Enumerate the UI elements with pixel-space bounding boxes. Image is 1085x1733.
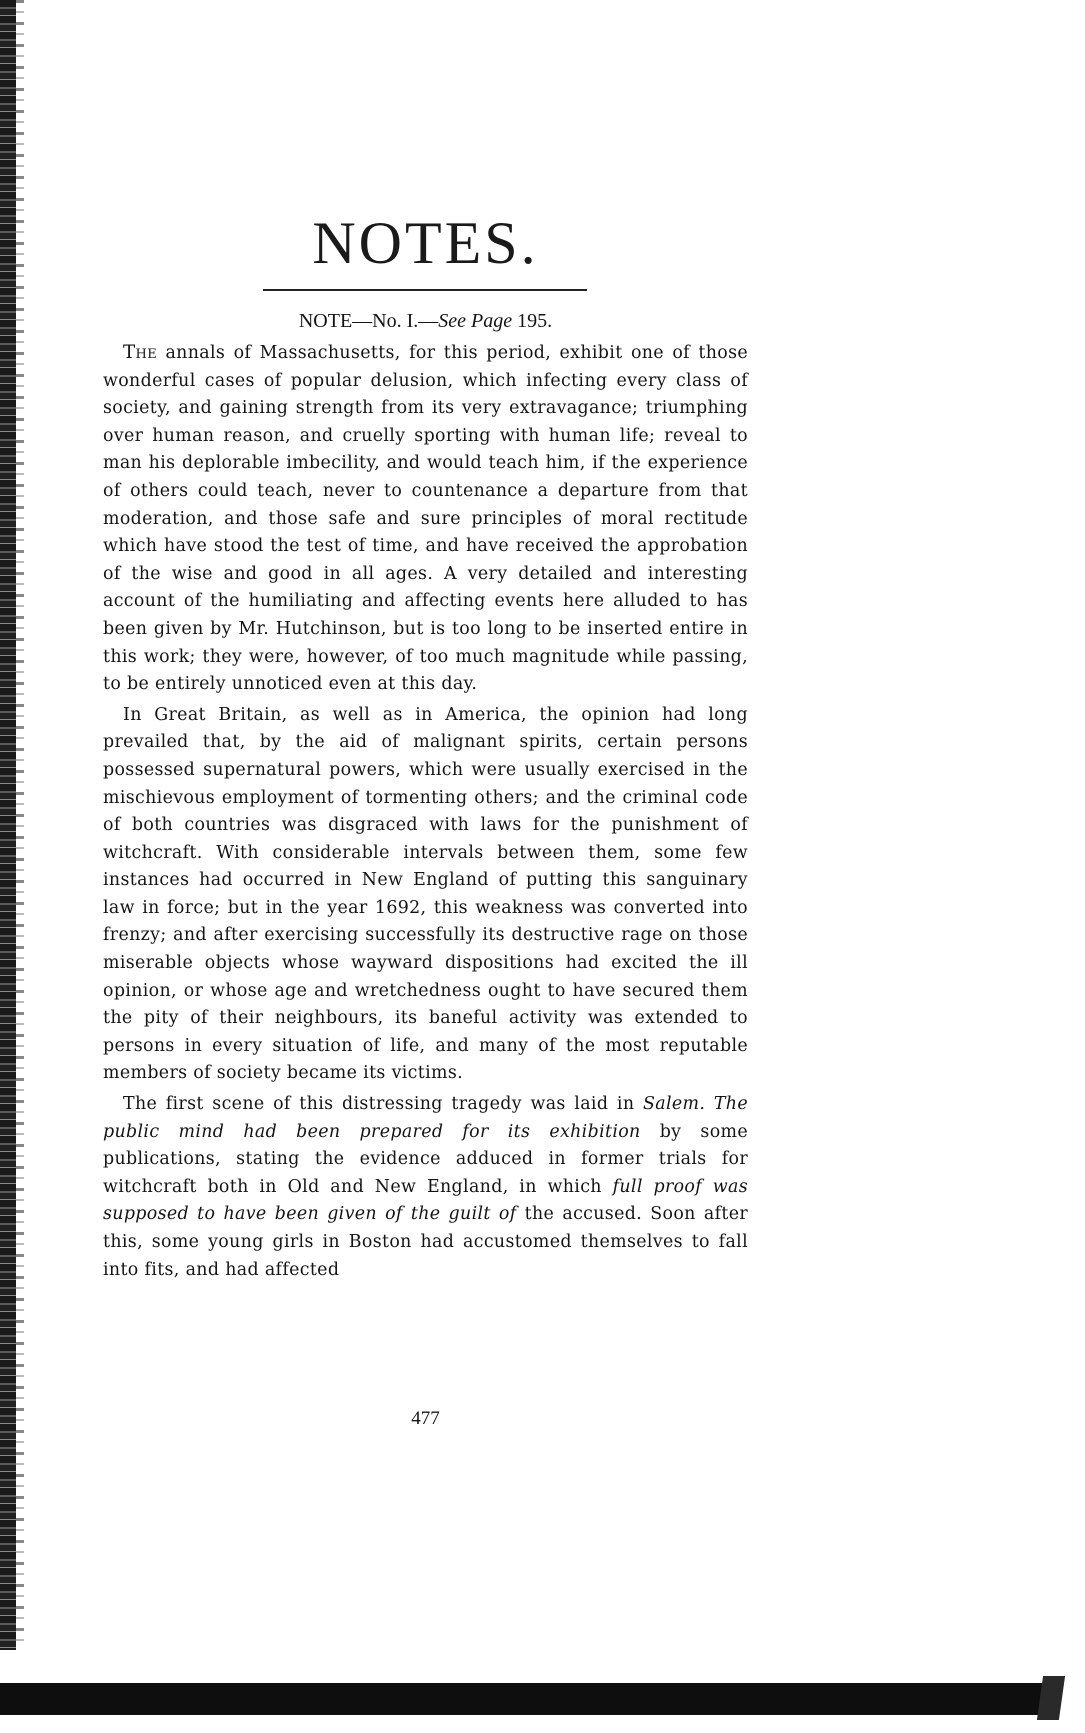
page-title: NOTES. — [312, 210, 539, 276]
note-heading — [103, 308, 748, 334]
note-body — [103, 339, 748, 1287]
scan-bottom-border — [0, 1683, 1052, 1715]
title-divider — [263, 289, 587, 291]
note-number: NOTE—No. I.— — [298, 310, 439, 332]
scan-binding-edge — [0, 0, 16, 1650]
note-page-ref: 195. — [517, 310, 553, 332]
paragraph-3 — [103, 1091, 748, 1284]
scan-bottom-border-corner — [1037, 1676, 1065, 1720]
paragraph-3-part-a: The first scene of this distressing tragedy was laid in — [123, 1094, 643, 1115]
page-number: 477 — [411, 1408, 440, 1429]
paragraph-3-part-c: by some publications, stating the evidence adduced in former trials for witchcraft both in Old and New England, in which — [103, 1121, 748, 1197]
paragraph-1-text: annals of Massachusetts, for this period, exhibit one of those wonderful cases of popular delusion, which infecting every class of society, and gaining strength from its very extravagance; triumphing over human reason, and cruelly sporting with human life; reveal to man his deplorable imbecility, and would teach him, if the experience of others could teach, never to countenance a departure from that moderation, and those safe and sure principles of moral rectitude which have stood the test of time, and have received the approbation of the wise and good in all ages. A very detailed and interesting account of the humiliating and affecting events here alluded to has been given by Mr. Hutchinson, but is too long to be inserted entire in this work; they were, however, of too much magnitude while passing, to be entirely unnoticed even at this day. — [103, 343, 748, 695]
paragraph-1 — [103, 339, 748, 699]
note-see-page: See Page — [438, 310, 513, 332]
paragraph-3-part-b: Salem. The public mind had been prepared for its exhibition — [103, 1094, 748, 1142]
paragraph-3-part-d: full proof was supposed to have been given of the guilt of — [103, 1176, 748, 1225]
scan-binding-shadow — [16, 0, 24, 1650]
paragraph-2: In Great Britain, as well as in America, the opinion had long prevailed that, by the aid of malignant spirits, certain persons possessed supernatural powers, which were usually exercised in the mischievous employment of tormenting others; and the criminal code of both countries was disgraced with laws for the punishment of witchcraft. With considerable intervals between them, some few instances had occurred in New England of putting this sanguinary law in force; but in the year 1692, this weakness was converted into frenzy; and after exercising successfully its destructive rage on those miserable objects whose wayward dispositions had excited the ill opinion, or whose age and wretchedness ought to have secured them the pity of their neighbours, its baneful activity was extended to persons in every situation of life, and many of the most reputable members of society became its victims. — [103, 704, 748, 1084]
paragraph-1-opening: The — [123, 342, 158, 363]
paragraph-3-part-e: the accused. Soon after this, some young girls in Boston had accustomed themselves to fall into fits, and had affected — [103, 1204, 748, 1280]
